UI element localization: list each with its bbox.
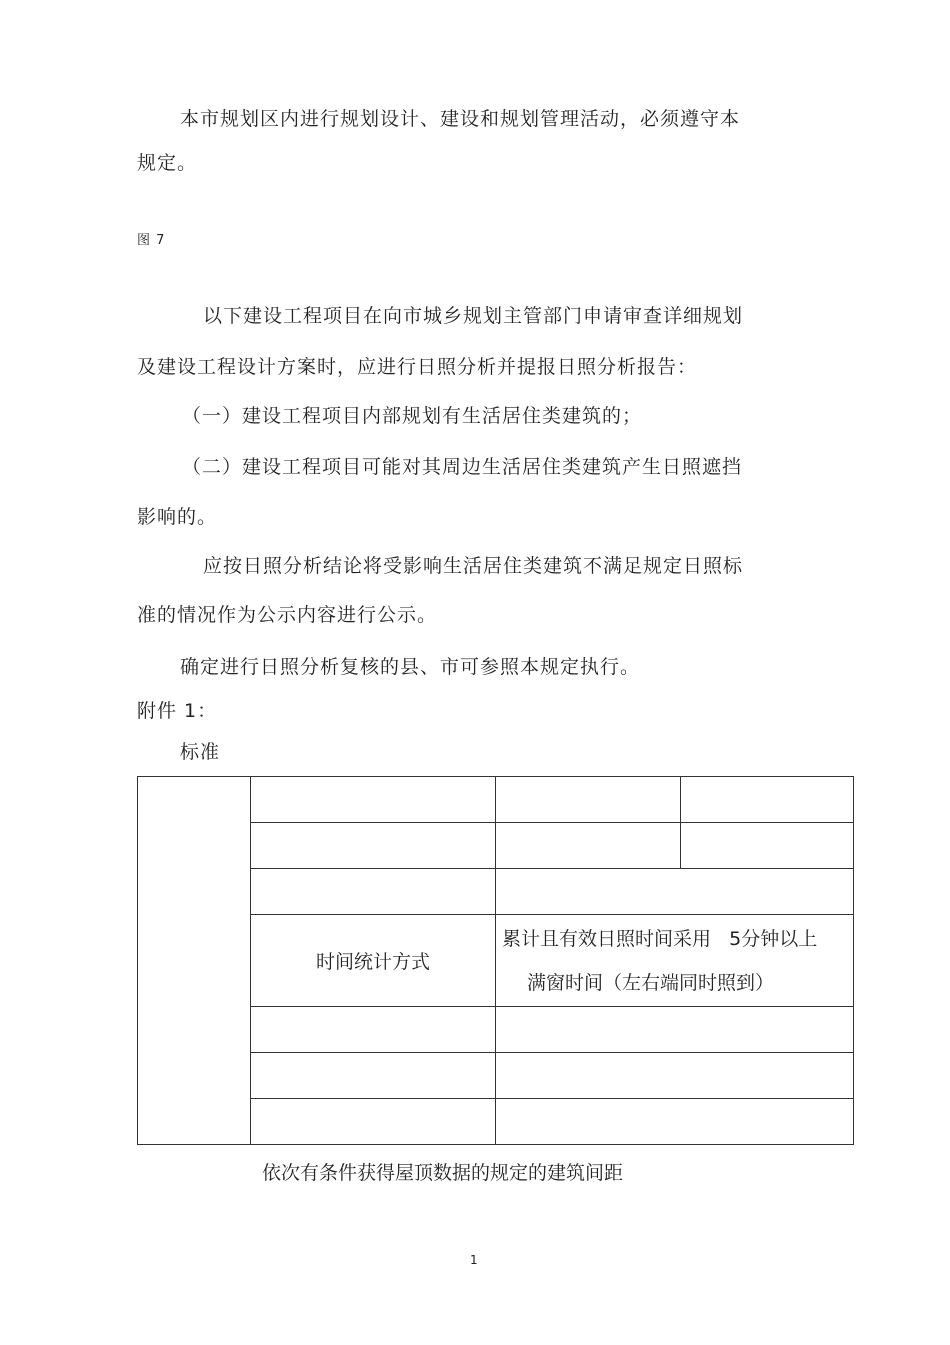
table-cell [496,869,854,915]
paragraph-3-line-1: 应按日照分析结论将受影响生活居住类建筑不满足规定日照标 [203,555,744,577]
paragraph-2-line-2: 及建设工程设计方案时，应进行日照分析并提报日照分析报告： [137,356,698,378]
table-cell [251,823,496,869]
figure-label: 图 7 [137,233,166,248]
time-statistics-label-text: 时间统计方式 [315,951,430,973]
time-statistics-value [496,915,854,1007]
table-cell [138,777,251,1145]
table-cell [251,1053,496,1099]
paragraph-1-line-1: 本市规划区内进行规划设计、建设和规划管理活动，必须遵守本 [180,108,741,130]
paragraph-4: 确定进行日照分析复核的县、市可参照本规定执行。 [180,656,641,678]
table-row [138,777,854,823]
list-item-1: （一）建设工程项目内部规划有生活居住类建筑的； [182,405,643,427]
time-statistics-value-line-1: 累计且有效日照时间采用 5分钟以上 [502,927,818,950]
table-cell [681,777,854,823]
table-cell [496,1099,854,1145]
table-cell [251,869,496,915]
table-cell [681,823,854,869]
table-cell [496,1053,854,1099]
table-cell [251,1099,496,1145]
table-cell [251,1007,496,1053]
table-caption: 依次有条件获得屋顶数据的规定的建筑间距 [262,1162,624,1184]
attachment-label: 附件 1： [137,700,218,722]
standard-heading: 标准 [180,741,221,763]
table-cell [496,823,681,869]
standards-table [137,776,854,1145]
time-statistics-label [251,915,496,1007]
table-cell [251,777,496,823]
table-cell [496,777,681,823]
paragraph-2-line-1: 以下建设工程项目在向市城乡规划主管部门申请审查详细规划 [203,305,744,327]
list-item-2-line-2: 影响的。 [137,506,218,528]
page-number: 1 [470,1253,478,1267]
time-statistics-value-line-2: 满窗时间（左右端同时照到） [527,971,775,994]
list-item-2-line-1: （二）建设工程项目可能对其周边生活居住类建筑产生日照遮挡 [182,456,743,478]
paragraph-3-line-2: 准的情况作为公示内容进行公示。 [137,604,438,626]
table-cell [496,1007,854,1053]
paragraph-1-line-2: 规定。 [137,152,198,174]
